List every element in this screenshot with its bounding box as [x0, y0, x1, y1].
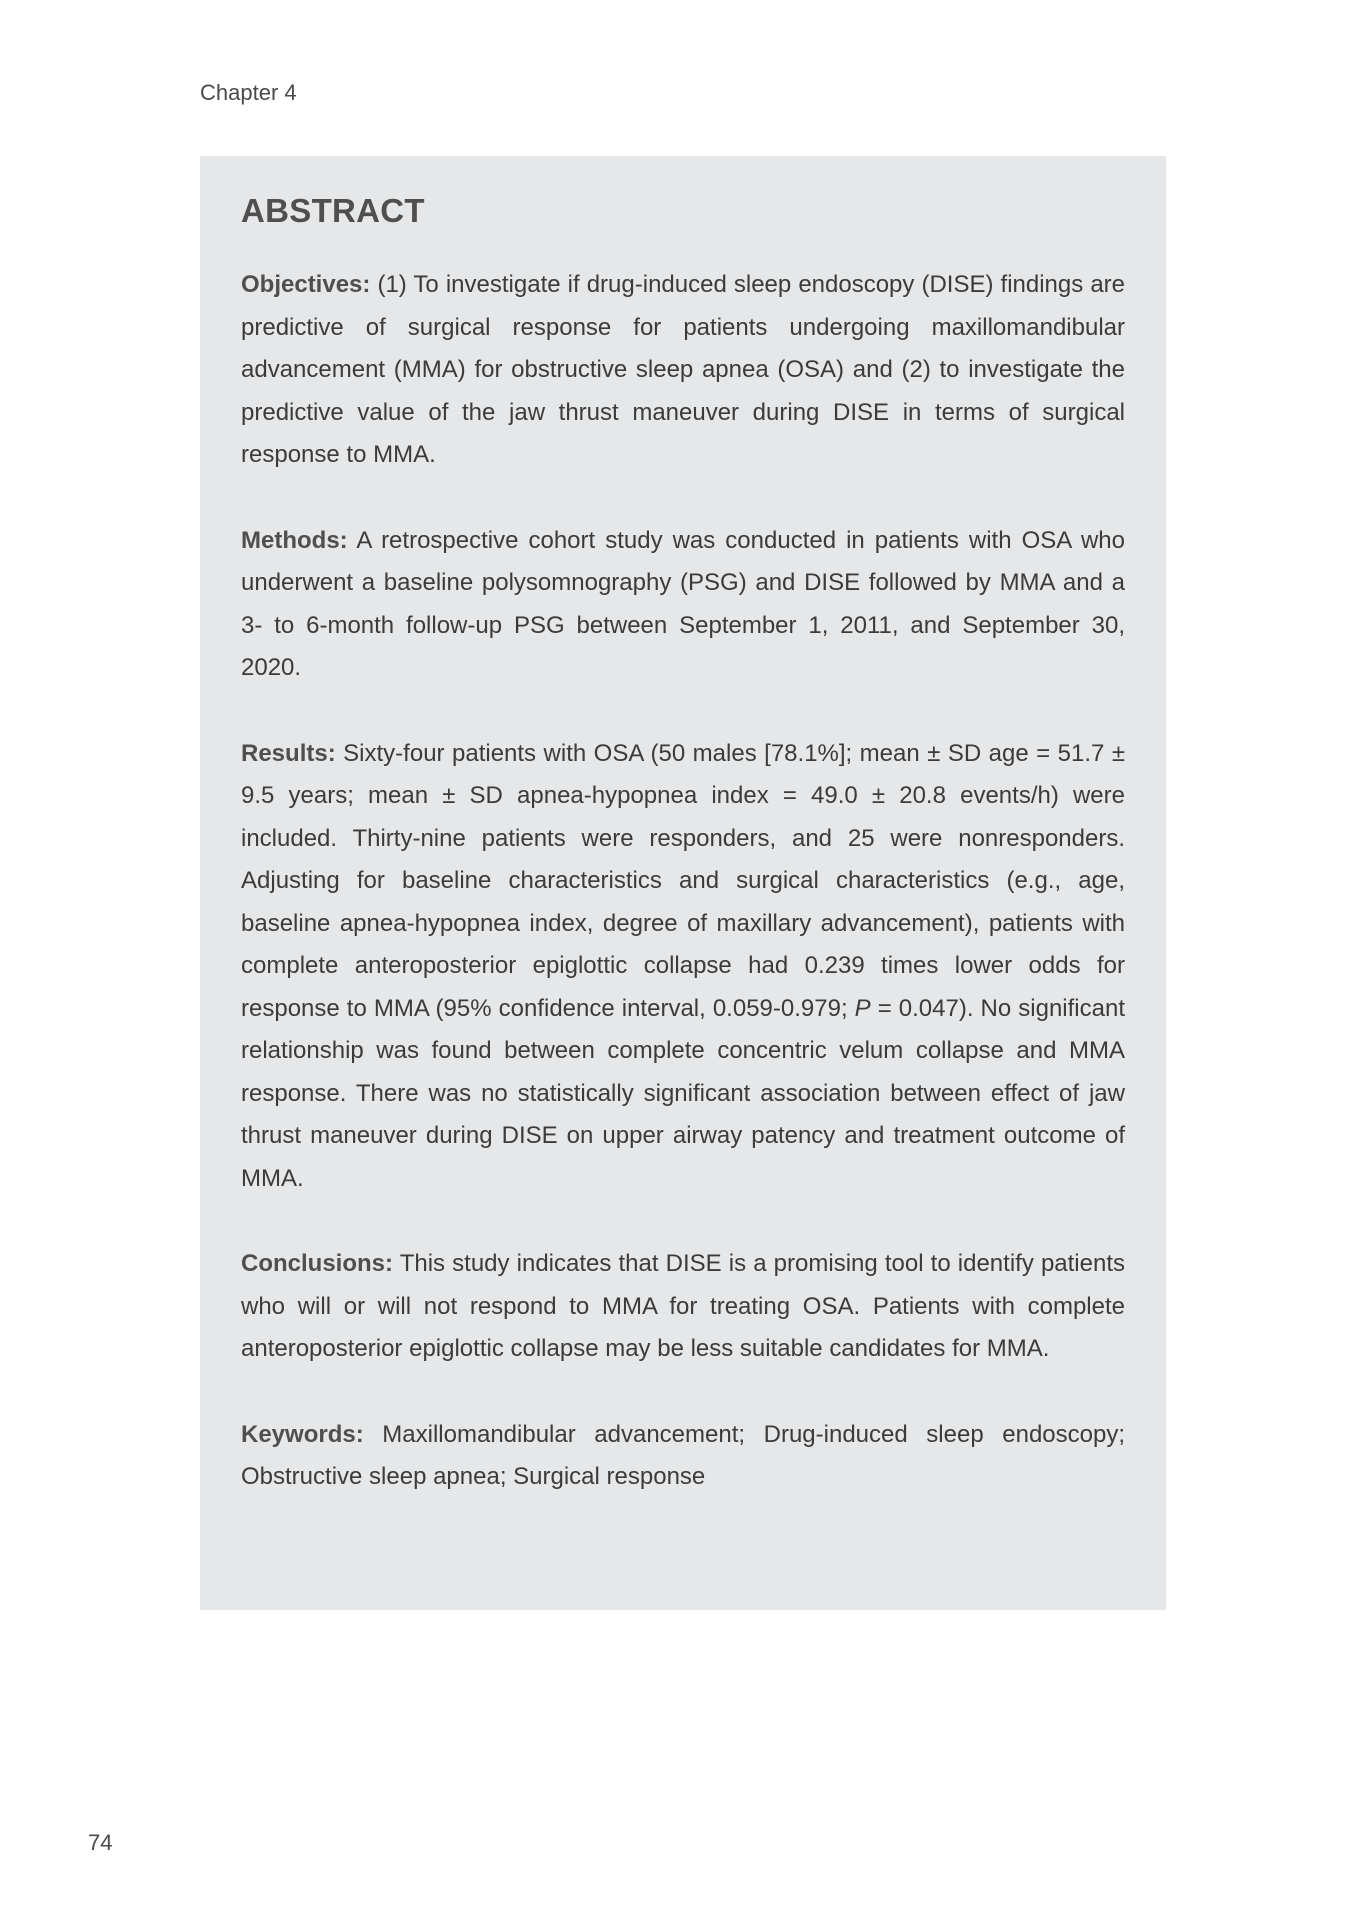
abstract-title: ABSTRACT [241, 192, 425, 229]
keywords-text: Maxillomandibular advancement; Drug-induced sleep endoscopy; Obstructive sleep apnea; Surgical response [241, 1420, 1126, 1490]
page-number: 74 [88, 1830, 113, 1855]
results-text-after-p: = 0.047). No significant relationship was found between complete concentric velum collapse and MMA response. There was no statistically significant association between effect of jaw thrust maneuver during DISE on upper airway patency and treatment outcome of MMA. [241, 994, 1126, 1192]
keywords-paragraph [241, 1414, 1125, 1499]
methods-label: Methods: [241, 526, 348, 554]
keywords-label: Keywords: [241, 1420, 364, 1448]
results-label: Results: [241, 739, 336, 767]
conclusions-paragraph [241, 1243, 1125, 1371]
abstract-box [200, 156, 1166, 1610]
objectives-label: Objectives: [241, 271, 371, 298]
methods-paragraph [241, 520, 1125, 690]
conclusions-label: Conclusions: [241, 1250, 394, 1277]
p-value-symbol: P [854, 994, 871, 1022]
conclusions-text: This study indicates that DISE is a promising tool to identify patients who will or will not respond to MMA for treating OSA. Patients with complete anteroposterior epiglottic collapse may be less suitable candidates for MMA. [241, 1250, 1125, 1362]
results-text-before-p: Sixty-four patients with OSA (50 males [78.1%]; mean ± SD age = 51.7 ± 9.5 years; mean ± SD apnea-hypopnea index = 49.0 ± 20.8 events/h) were included. Thirty-nine patients were responders, and 25 were nonresponders. Adjusting for baseline characteristics and surgical characteristics (e.g., age, baseline apnea-hypopnea index, degree of maxillary advancement), patients with complete anteroposterior epiglottic collapse had 0.239 times lower odds for response to MMA (95% confidence interval, 0.059-0.979; [241, 739, 1126, 1022]
objectives-text: (1) To investigate if drug-induced sleep endoscopy (DISE) findings are predictive of surgical response for patients undergoing maxillomandibular advancement (MMA) for obstructive sleep apnea (OSA) and (2) to investigate the predictive value of the jaw thrust maneuver during DISE in terms of surgical response to MMA. [241, 271, 1126, 468]
running-header: Chapter 4 [200, 80, 297, 105]
objectives-paragraph [241, 264, 1125, 477]
results-paragraph [241, 733, 1125, 1201]
methods-text: A retrospective cohort study was conducted in patients with OSA who underwent a baseline polysomnography (PSG) and DISE followed by MMA and a 3- to 6-month follow-up PSG between September 1, 2011, and September 30, 2020. [241, 526, 1125, 681]
